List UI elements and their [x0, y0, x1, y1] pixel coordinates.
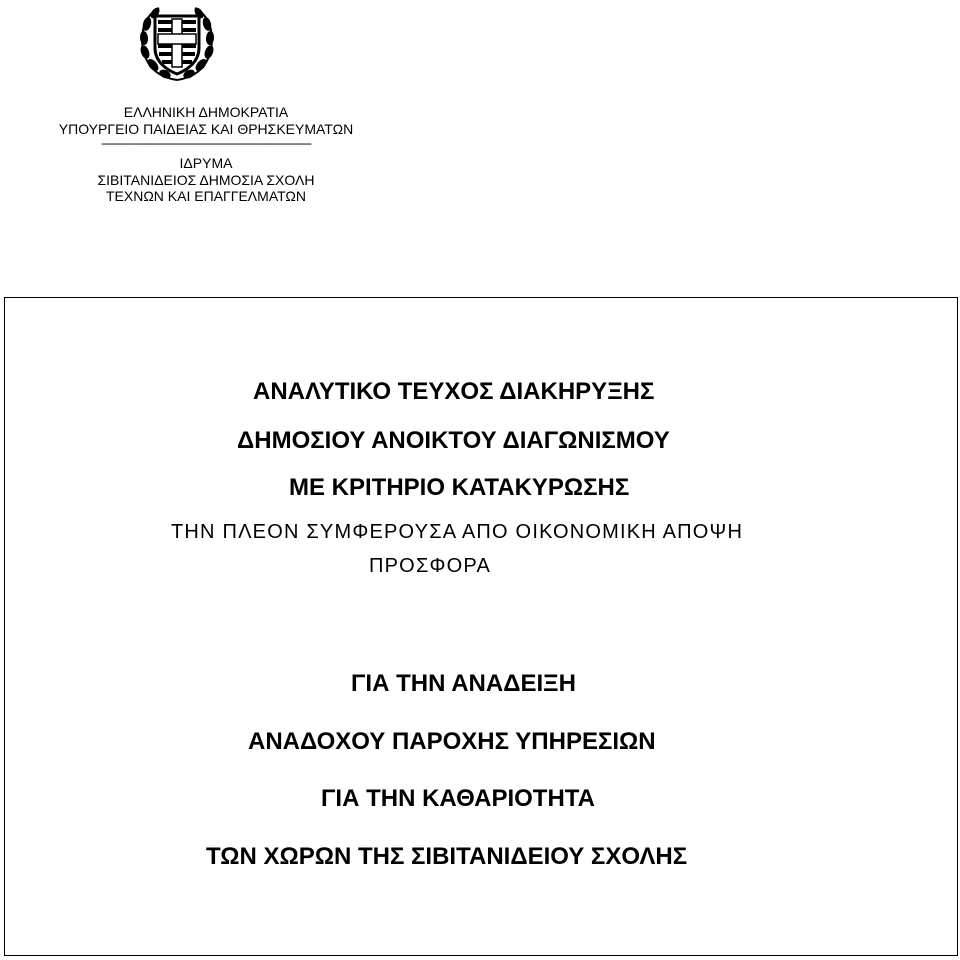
- title-line-5: ΠΡΟΣΦΟΡΑ: [369, 555, 492, 577]
- title-line-2: ΔΗΜΟΣΙΟΥ ΑΝΟΙΚΤΟΥ ΔΙΑΓΩΝΙΣΜΟΥ: [237, 427, 670, 454]
- header-separator: ---------------------------------------------------------------------------: [101, 137, 311, 149]
- subject-line-1: ΓΙΑ ΤΗΝ ΑΝΑΔΕΙΞΗ: [351, 670, 576, 697]
- title-line-3: ΜΕ ΚΡΙΤΗΡΙΟ ΚΑΤΑΚΥΡΩΣΗΣ: [289, 474, 630, 501]
- title-box: [4, 297, 958, 956]
- document-header: [34, 104, 378, 205]
- subject-line-4: ΤΩΝ ΧΩΡΩΝ ΤΗΣ ΣΙΒΙΤΑΝΙΔΕΙΟΥ ΣΧΟΛΗΣ: [206, 843, 688, 870]
- header-school-subtitle: ΤΕΧΝΩΝ ΚΑΙ ΕΠΑΓΓΕΛΜΑΤΩΝ: [106, 188, 306, 204]
- header-school-name: ΣΙΒΙΤΑΝΙΔΕΙΟΣ ΔΗΜΟΣΙΑ ΣΧΟΛΗ: [97, 171, 315, 188]
- subject-line-3: ΓΙΑ ΤΗΝ ΚΑΘΑΡΙΟΤΗΤΑ: [321, 785, 596, 812]
- header-republic: ΕΛΛΗΝΙΚΗ ΔΗΜΟΚΡΑΤΙΑ: [123, 104, 289, 120]
- coat-of-arms-emblem: [135, 2, 219, 86]
- subject-line-2: ΑΝΑΔΟΧΟΥ ΠΑΡΟΧΗΣ ΥΠΗΡΕΣΙΩΝ: [248, 728, 656, 755]
- header-ministry: ΥΠΟΥΡΓΕΙΟ ΠΑΙΔΕΙΑΣ ΚΑΙ ΘΡΗΣΚΕΥΜΑΤΩΝ: [58, 120, 354, 137]
- title-line-4: ΤΗΝ ΠΛΕΟΝ ΣΥΜΦΕΡΟΥΣΑ ΑΠΟ ΟΙΚΟΝΟΜΙΚΗ ΑΠΟΨΗ: [171, 521, 744, 543]
- header-foundation: ΙΔΡΥΜΑ: [179, 155, 233, 171]
- title-line-1: ΑΝΑΛΥΤΙΚΟ ΤΕΥΧΟΣ ΔΙΑΚΗΡΥΞΗΣ: [253, 378, 655, 405]
